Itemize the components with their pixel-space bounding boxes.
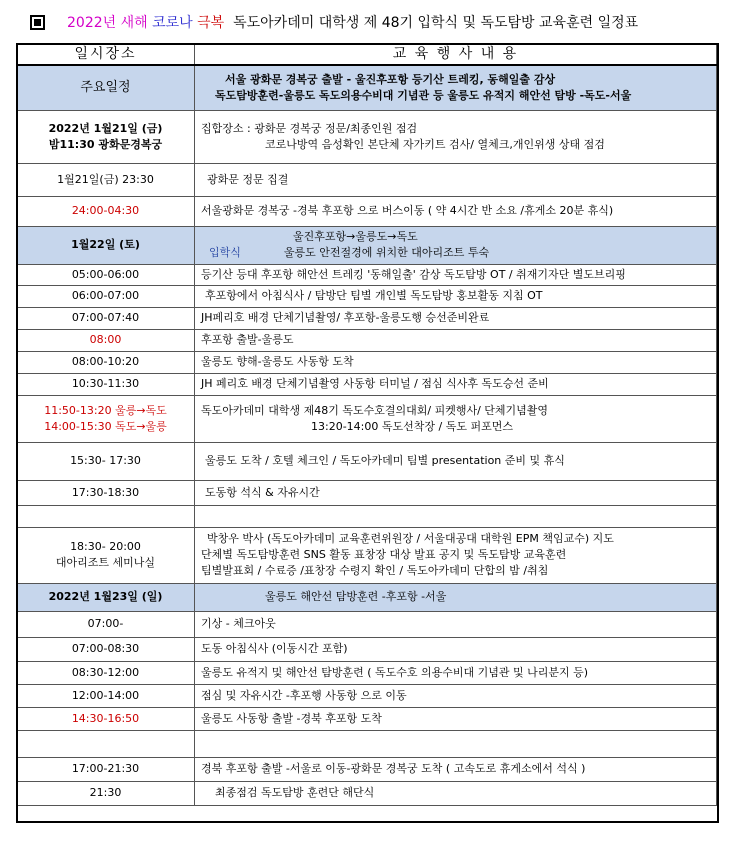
content-cell: 울릉도 해안선 탐방훈련 -후포항 -서울: [195, 583, 717, 611]
table-row: [17, 196, 717, 226]
table-row: [17, 110, 717, 163]
date-cell: 2022년 1월21일 (금) 밤11:30 광화문경복궁: [17, 110, 195, 163]
content-cell: 서울 광화문 경복궁 출발 - 울진후포항 등기산 트레킹, 동해일출 감상 독도탐방훈련-울릉도 독도의용수비대 기념관 등 울릉도 유적지 해안선 탐방 -독도-서울: [195, 65, 717, 110]
title-corona: 코로나: [152, 15, 193, 31]
date-cell: 12:00-14:00: [17, 684, 195, 707]
table-row: [17, 264, 717, 285]
table-row: [17, 757, 717, 781]
content-cell: [195, 505, 717, 527]
content-cell: JH페리호 배경 단체기념촬영/ 후포항-울릉도행 승선준비완료: [195, 307, 717, 329]
content-cell: 서울광화문 경복궁 -경북 후포항 으로 버스이동 ( 약 4시간 반 소요 /휴게소 20분 휴식): [195, 196, 717, 226]
content-cell: 울릉도 도착 / 호텔 체크인 / 독도아카데미 팀별 presentation 준비 및 휴식: [195, 442, 717, 480]
content-cell: 독도아카데미 대학생 제48기 독도수호결의대회/ 피켓행사/ 단체기념촬영 13:20-14:00 독도선착장 / 독도 퍼포먼스: [195, 395, 717, 442]
content-cell: 최종점검 독도탐방 훈련단 해단식: [195, 781, 717, 805]
content-cell: 경북 후포항 출발 -서울로 이동-광화문 경복궁 도착 ( 고속도로 휴게소에서 석식 ): [195, 757, 717, 781]
schedule-table: [16, 43, 717, 806]
content-cell: 울릉도 사동항 출발 -경북 후포항 도착: [195, 707, 717, 730]
content-cell: 울릉도 향해-울릉도 사동항 도착: [195, 351, 717, 373]
date-cell: 05:00-06:00: [17, 264, 195, 285]
content-cell: 박창우 박사 (독도아카데미 교육훈련위원장 / 서울대공대 대학원 EPM 책임교수) 지도 단체별 독도탐방훈련 SNS 활동 표창장 대상 발표 공지 및 독도탐방 교육훈련 팀별발표회 / 수료증 /표창장 수령지 확인 / 독도아카데미 단합의 밤 /취침: [195, 527, 717, 583]
title-year: 2022년 새해: [67, 15, 148, 31]
table-row: [17, 480, 717, 505]
content-cell: 광화문 정문 집결: [195, 163, 717, 196]
table-row: [17, 707, 717, 730]
table-row: [17, 611, 717, 637]
content-cell: 등기산 등대 후포항 해안선 트레킹 '동해일출' 감상 독도탐방 OT / 취재기자단 별도브리핑: [195, 264, 717, 285]
content-cell: 기상 - 체크아웃: [195, 611, 717, 637]
table-row: [17, 637, 717, 661]
date-cell: 07:00-08:30: [17, 637, 195, 661]
date-cell: 24:00-04:30: [17, 196, 195, 226]
table-row: [17, 226, 717, 264]
table-row: [17, 442, 717, 480]
content-cell: 집합장소 : 광화문 경복궁 정문/최종인원 점검 코로나방역 음성확인 본단체 자가키트 검사/ 열체크,개인위생 상태 점검: [195, 110, 717, 163]
date-cell: 15:30- 17:30: [17, 442, 195, 480]
date-cell: 08:00-10:20: [17, 351, 195, 373]
table-row: [17, 329, 717, 351]
content-cell: 점심 및 자유시간 -후포행 사동항 으로 이동: [195, 684, 717, 707]
table-row-empty: [17, 730, 717, 757]
table-row: [17, 65, 717, 110]
date-cell: 07:00-07:40: [17, 307, 195, 329]
table-row: [17, 661, 717, 684]
content-cell: 도동항 석식 & 자유시간: [195, 480, 717, 505]
content-cell: 울릉도 유적지 및 해안선 탐방훈련 ( 독도수호 의용수비대 기념관 및 나리분지 등): [195, 661, 717, 684]
date-cell: [17, 730, 195, 757]
table-row: [17, 285, 717, 307]
date-cell: 14:30-16:50: [17, 707, 195, 730]
header-datetime: 일시장소: [17, 44, 195, 66]
date-cell: 06:00-07:00: [17, 285, 195, 307]
content-cell: 후포항에서 아침식사 / 탐방단 팀별 개인별 독도탐방 홍보활동 지침 OT: [195, 285, 717, 307]
content-cell: 후포항 출발-울릉도: [195, 329, 717, 351]
date-cell: 주요일정: [17, 65, 195, 110]
date-cell: 2022년 1월23일 (일): [17, 583, 195, 611]
date-cell: 08:00: [17, 329, 195, 351]
table-row: [17, 684, 717, 707]
date-cell: [17, 505, 195, 527]
content-cell: [195, 730, 717, 757]
table-row: [17, 395, 717, 442]
square-bullet-icon: [30, 15, 45, 30]
entrance-ceremony-label: 입학식: [209, 246, 241, 259]
document-title: [30, 10, 638, 34]
table-row-empty: [17, 505, 717, 527]
content-cell: 도동 아침식사 (이동시간 포함): [195, 637, 717, 661]
date-cell: 21:30: [17, 781, 195, 805]
table-row: [17, 781, 717, 805]
date-cell: 18:30- 20:00 대아리조트 세미나실: [17, 527, 195, 583]
date-cell: 10:30-11:30: [17, 373, 195, 395]
date-cell: 07:00-: [17, 611, 195, 637]
date-cell: 08:30-12:00: [17, 661, 195, 684]
table-row: [17, 583, 717, 611]
header-content: 교 육 행 사 내 용: [195, 44, 717, 66]
date-cell: 1월22일 (토): [17, 226, 195, 264]
date-cell: 17:30-18:30: [17, 480, 195, 505]
table-row: [17, 351, 717, 373]
table-row: [17, 163, 717, 196]
table-header-row: [17, 44, 717, 66]
table-row: [17, 307, 717, 329]
date-cell: 1월21일(금) 23:30: [17, 163, 195, 196]
title-main: 독도아카데미 대학생 제 48기 입학식 및 독도탐방 교육훈련 일정표: [233, 15, 639, 31]
table-row: [17, 373, 717, 395]
content-cell: 울진후포항→울릉도→독도 입학식 울릉도 안전절경에 위치한 대아리조트 투숙: [195, 226, 717, 264]
date-cell: 11:50-13:20 울릉→독도 14:00-15:30 독도→울릉: [17, 395, 195, 442]
content-cell: JH 페리호 배경 단체기념촬영 사동항 터미널 / 점심 식사후 독도승선 준비: [195, 373, 717, 395]
table-row: [17, 527, 717, 583]
title-overcome: 극복: [197, 15, 225, 31]
date-cell: 17:00-21:30: [17, 757, 195, 781]
